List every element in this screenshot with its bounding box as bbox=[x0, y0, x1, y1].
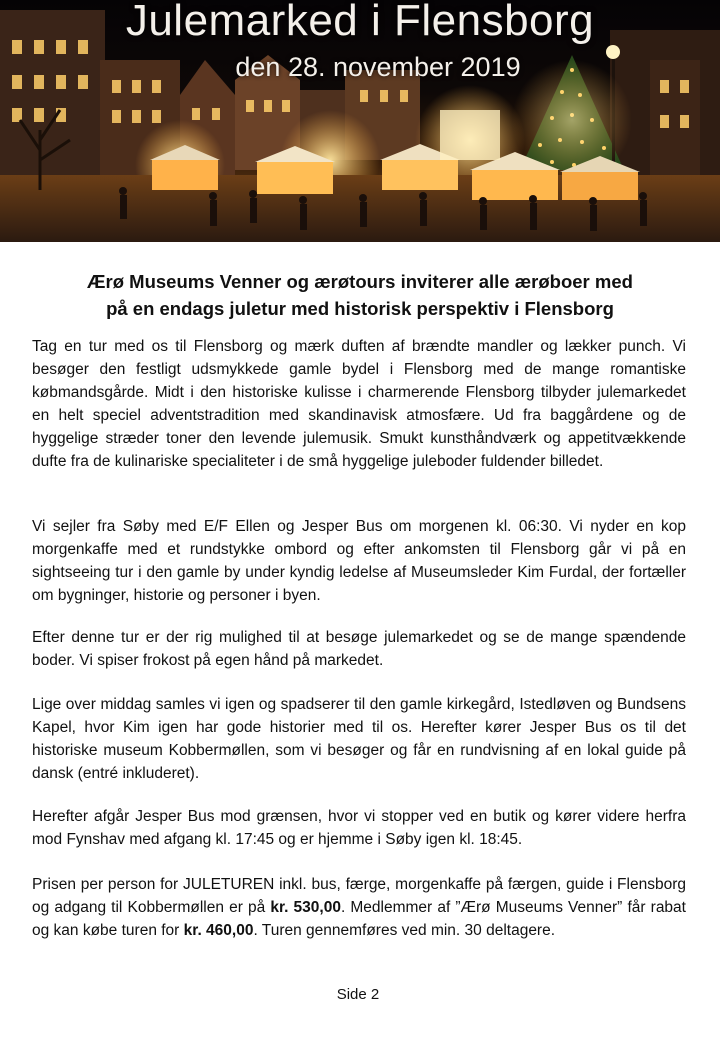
intro-paragraph: Tag en tur med os til Flensborg og mærk duften af brændte mandler og lækker punch. Vi besøger den festligt udsmykkede gamle bydel i Flensborg med de mange romantiske købmandsgårde. Midt i den historiske kulisse i charmerende Flensborg tilbyder julemarkedet en helt speciel adventstradition med skandinavisk atmosfære. Ud fra baggårdene og de hyggelige stræder toner den levende julemusik. Smukt kunsthåndværk og appetitvækkende dufte fra de kulinariske specialiteter i de små hyggelige juleboder fuldender billedet. bbox=[32, 338, 686, 470]
return-paragraph: Herefter afgår Jesper Bus mod grænsen, hvor vi stopper ved en butik og kører videre herfra mod Fynshav med afgang kl. 17:45 og er hjemme i Søby igen kl. 18:45. bbox=[32, 808, 686, 848]
hero-photo bbox=[0, 0, 720, 242]
price-text-3: . Turen gennemføres ved min. 30 deltagere. bbox=[253, 922, 556, 939]
price-paragraph bbox=[32, 873, 686, 942]
price-full: kr. 530,00 bbox=[270, 899, 341, 916]
headline-line-2: på en endags juletur med historisk perspektiv i Flensborg bbox=[106, 298, 614, 319]
price-text-2: . Medlemmer af ”Ærø Museums Venner” får rabat og kan købe turen for bbox=[32, 899, 686, 939]
departure-paragraph: Vi sejler fra Søby med E/F Ellen og Jesper Bus om morgenen kl. 06:30. Vi nyder en kop morgenkaffe med et rundstykke ombord og efter ankomsten til Flensborg går vi på en sightseeing tur i den gamle by under kyndig ledelse af Museumsleder Kim Furdal, der fortæller om bygninger, historie og personer i byen. bbox=[32, 518, 686, 604]
afternoon-paragraph: Lige over middag samles vi igen og spadserer til den gamle kirkegård, Istedløven og Bundsens Kapel, hvor Kim igen har gode historier med til os. Herefter kører Jesper Bus os til det historiske museum Kobbermøllen, som vi besøger og får en rundvisning af en lokal guide på dansk (entré inkluderet). bbox=[32, 696, 686, 782]
page-title: Julemarked i Flensborg bbox=[125, 0, 595, 45]
event-date: den 28. november 2019 bbox=[235, 52, 521, 82]
invitation-headline bbox=[30, 268, 690, 322]
market-paragraph: Efter denne tur er der rig mulighed til at besøge julemarkedet og se de mange spændende boder. Vi spiser frokost på egen hånd på markedet. bbox=[32, 629, 686, 669]
headline-line-1: Ærø Museums Venner og ærøtours inviterer alle ærøboer med bbox=[87, 271, 633, 292]
price-text-1: Prisen per person for JULETUREN inkl. bus, færge, morgenkaffe på færgen, guide i Flensborg og adgang til Kobbermøllen er på bbox=[32, 876, 686, 916]
page-number: Side 2 bbox=[336, 986, 380, 1003]
price-member: kr. 460,00 bbox=[183, 922, 254, 939]
